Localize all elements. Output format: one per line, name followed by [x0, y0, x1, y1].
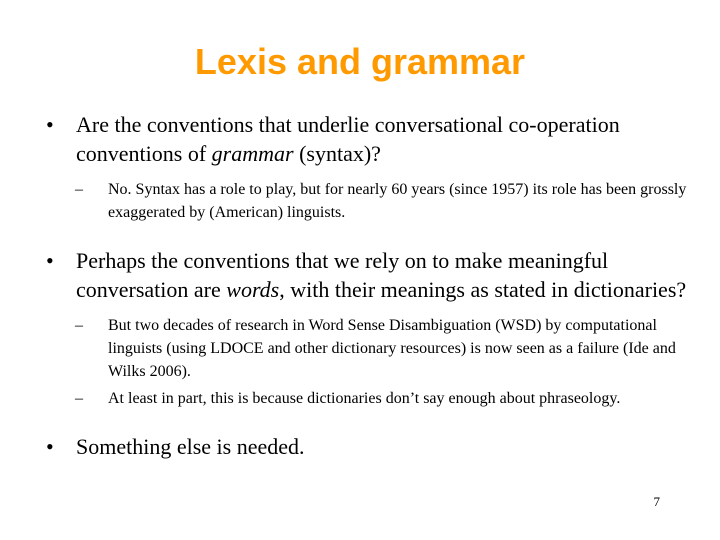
slide-body [46, 110, 696, 461]
slide-title: Lexis and grammar [194, 41, 526, 82]
dash-marker: – [75, 390, 83, 407]
bullet-text: Perhaps the conventions that we rely on to make meaningful conversation are [76, 248, 609, 302]
sub-bullet-text: At least in part, this is because dictionaries don’t say enough about phraseology. [108, 390, 621, 407]
bullet-text: , with their meanings as stated in dictionaries? [279, 277, 687, 302]
bullet-text: Are the conventions that underlie conversational co-operation conventions of [76, 112, 620, 166]
bullet-marker: • [46, 434, 54, 459]
sub-bullet-text: But two decades of research in Word Sense Disambiguation (WSD) by computational linguists (using LDOCE and other dictionary resources) is now seen as a failure (Ide and Wilks 2006). [108, 317, 676, 380]
bullet-item-something-else [46, 432, 696, 461]
sub-bullet-item [46, 178, 696, 224]
sub-bullet-item [46, 387, 696, 410]
bullet-item-grammar [46, 110, 696, 168]
bullet-item-words [46, 246, 696, 304]
sub-bullet-item [46, 314, 696, 383]
sub-bullet-text: No. Syntax has a role to play, but for nearly 60 years (since 1957) its role has been grossly exaggerated by (American) linguists. [108, 181, 687, 221]
bullet-emphasis: grammar [211, 141, 294, 166]
dash-marker: – [75, 317, 83, 334]
bullet-marker: • [46, 112, 54, 137]
bullet-emphasis: words [226, 277, 280, 302]
dash-marker: – [75, 181, 83, 198]
page-number: 7 [653, 494, 660, 509]
bullet-marker: • [46, 248, 54, 273]
bullet-text: (syntax)? [293, 141, 381, 166]
bullet-text: Something else is needed. [76, 434, 305, 459]
